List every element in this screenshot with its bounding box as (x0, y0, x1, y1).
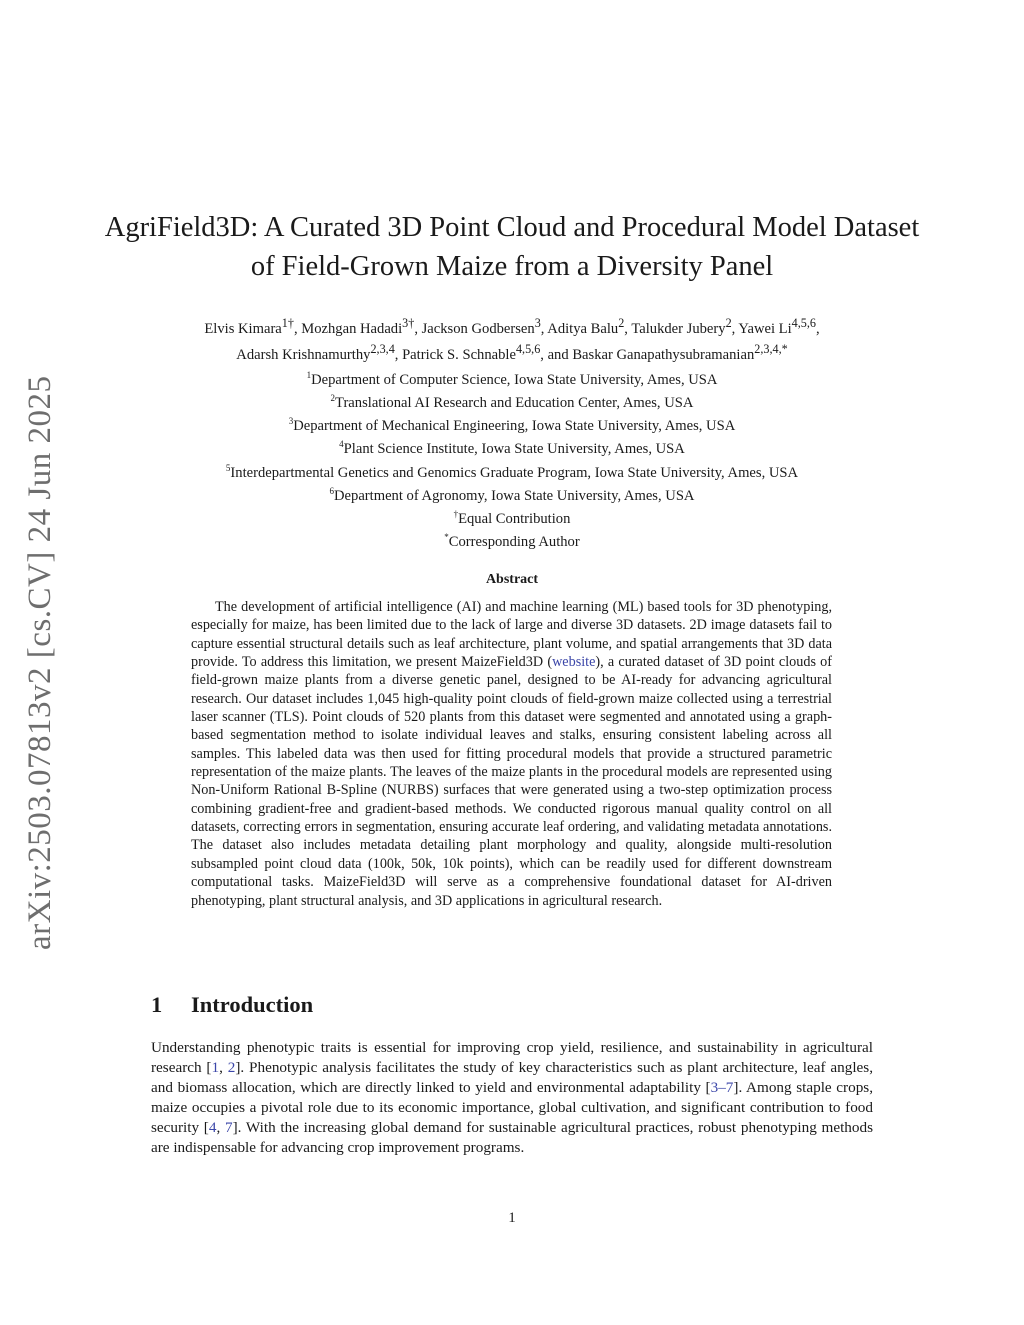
affiliation-text: Translational AI Research and Education Center, Ames, USA (335, 395, 694, 412)
affiliation-line (130, 435, 894, 458)
affiliation-mark: 5 (225, 462, 231, 473)
introduction-text: Understanding phenotypic traits is essential for improving crop yield, resilience, and sustainability in agricultural research [ (151, 1039, 873, 1077)
introduction-paragraph (151, 1038, 873, 1159)
author-affiliation-mark: 1† (281, 316, 294, 330)
author-affiliation-mark: 2 (618, 316, 625, 330)
author-name: Baskar Ganapathysubramanian (572, 346, 755, 363)
author-separator: , and (540, 346, 573, 363)
introduction-text: ]. Among staple crops, maize occupies a pivotal role due to its economic importance, global cultivation, and significant contribution to food security [ (151, 1079, 873, 1137)
abstract-heading: Abstract (485, 572, 539, 587)
author-separator: , (414, 320, 422, 337)
affiliation-mark: † (453, 508, 459, 519)
citation-link[interactable]: 1 (211, 1059, 220, 1077)
author-name: Yawei Li (738, 320, 792, 337)
affiliation-mark: 6 (329, 485, 335, 496)
website-link[interactable]: website (552, 654, 596, 671)
author-affiliation-mark: 2 (725, 316, 732, 330)
author-affiliation-mark: 3† (402, 316, 415, 330)
author-affiliation-mark: 2,3,4 (370, 341, 395, 356)
affiliation-text: Department of Mechanical Engineering, Iowa State University, Ames, USA (293, 418, 736, 435)
section-number: 1 (151, 992, 163, 1017)
affiliation-text: Department of Computer Science, Iowa State University, Ames, USA (311, 371, 718, 388)
author-name: Talukder Jubery (631, 320, 726, 337)
affiliation-text: Department of Agronomy, Iowa State University, Ames, USA (334, 487, 695, 504)
affiliation-line (130, 459, 894, 482)
author-affiliation-mark: 3 (534, 316, 541, 330)
introduction-text: ]. Phenotypic analysis facilitates the study of key characteristics such as plant architecture, leaf angles, and biomass allocation, which are directly linked to yield and environmental adaptability [ (151, 1059, 874, 1097)
affiliation-text: Equal Contribution (458, 510, 571, 527)
arxiv-stamp (0, 0, 58, 950)
affiliation-line (130, 482, 894, 505)
arxiv-identifier: arXiv:2503.07813v2 [cs.CV] 24 Jun 2025 (22, 375, 58, 950)
page-number: 1 (508, 1210, 516, 1226)
affiliation-mark: 2 (330, 393, 336, 404)
citation-link[interactable]: 3–7 (710, 1079, 734, 1097)
citation-link[interactable]: 2 (227, 1059, 236, 1077)
section-title: Introduction (191, 992, 314, 1017)
citation-link[interactable]: 4 (208, 1119, 217, 1137)
author-name: Elvis Kimara (204, 320, 282, 337)
author-name: Mozhgan Hadadi (301, 320, 403, 337)
author-name: Jackson Godbersen (421, 320, 535, 337)
author-separator: , (624, 320, 632, 337)
author-separator: , (293, 320, 302, 337)
author-separator: , (815, 320, 820, 337)
affiliation-line (130, 412, 894, 435)
affiliation-line (130, 366, 894, 389)
author-affiliation-mark: 4,5,6 (515, 341, 541, 356)
author-name: Aditya Balu (547, 320, 619, 337)
affiliation-mark: 1 (306, 370, 312, 380)
author-affiliation-mark: 2,3,4,* (754, 341, 788, 356)
author-list (130, 313, 894, 365)
citation-link[interactable]: 7 (225, 1119, 233, 1137)
affiliation-text: Interdepartmental Genetics and Genomics Graduate Program, Iowa State University, Ames, USA (230, 464, 799, 481)
affiliation-text: Plant Science Institute, Iowa State University, Ames, USA (343, 441, 685, 458)
author-separator: , (731, 320, 739, 337)
introduction-heading (151, 992, 313, 1018)
introduction-text: ]. With the increasing global demand for sustainable agricultural practices, robust phenotyping methods are indispensable for advancing crop improvement programs. (151, 1119, 873, 1157)
abstract-text-part-2: ), a curated dataset of 3D point clouds of field-grown maize plants from a diverse genetic panel, designed to be AI-ready for advancing agricultural research. Our dataset includes 1,045 high-quality point clouds of field-grown maize collected using a terrestrial laser scanner (TLS). Point clouds of 520 plants from this dataset were segmented and annotated using a graph-based segmentation method to isolate individual leaves and stalks, ensuring consistent labeling across all samples. This labeled data was then used for fitting procedural models that provide a structured parametric representation of the maize plants. The leaves of the maize plants in the procedural models are represented using Non-Uniform Rational B-Spline (NURBS) surfaces that were generated using a two-step optimization process combining gradient-free and gradient-based methods. We conducted rigorous manual quality control on all datasets, correcting errors in segmentation, ensuring accurate leaf ordering, and validating metadata annotations. The dataset also includes metadata detailing plant morphology and quality, alongside multi-resolution subsampled point cloud data (100k, 50k, 10k points), which can be readily used for different downstream computational tasks. MaizeField3D will serve as a comprehensive foundational dataset for AI-driven phenotyping, plant structural analysis, and 3D applications in agricultural research. (191, 654, 832, 909)
author-name: Adarsh Krishnamurthy (236, 346, 371, 363)
affiliation-mark: 4 (339, 439, 344, 450)
abstract-text-part-1: The development of artificial intelligence (AI) and machine learning (ML) based tools for 3D phenotyping, especially for maize, has been limited due to the lack of large and diverse 3D datasets. 2D image datasets fail to capture essential structural details such as leaf architecture, plant volume, and spatial arrangements that 3D data provide. To address this limitation, we present MaizeField3D ( (191, 599, 832, 671)
affiliation-line (130, 528, 894, 551)
affiliation-line (130, 505, 894, 528)
abstract-body (191, 598, 832, 910)
affiliation-list (130, 366, 894, 551)
author-name: Patrick S. Schnable (402, 346, 516, 363)
paper-title: AgriField3D: A Curated 3D Point Cloud and Procedural Model Dataset of Field-Grown Maize from a Diversity Panel (104, 212, 920, 282)
affiliation-text: Corresponding Author (448, 533, 580, 550)
author-separator: , (540, 320, 548, 337)
introduction-text: , (216, 1119, 225, 1137)
affiliation-mark: * (444, 532, 449, 543)
affiliation-mark: 3 (288, 416, 294, 427)
author-affiliation-mark: 4,5,6 (791, 316, 816, 330)
affiliation-line (130, 389, 894, 412)
author-separator: , (394, 346, 403, 363)
introduction-text: , (219, 1059, 228, 1077)
